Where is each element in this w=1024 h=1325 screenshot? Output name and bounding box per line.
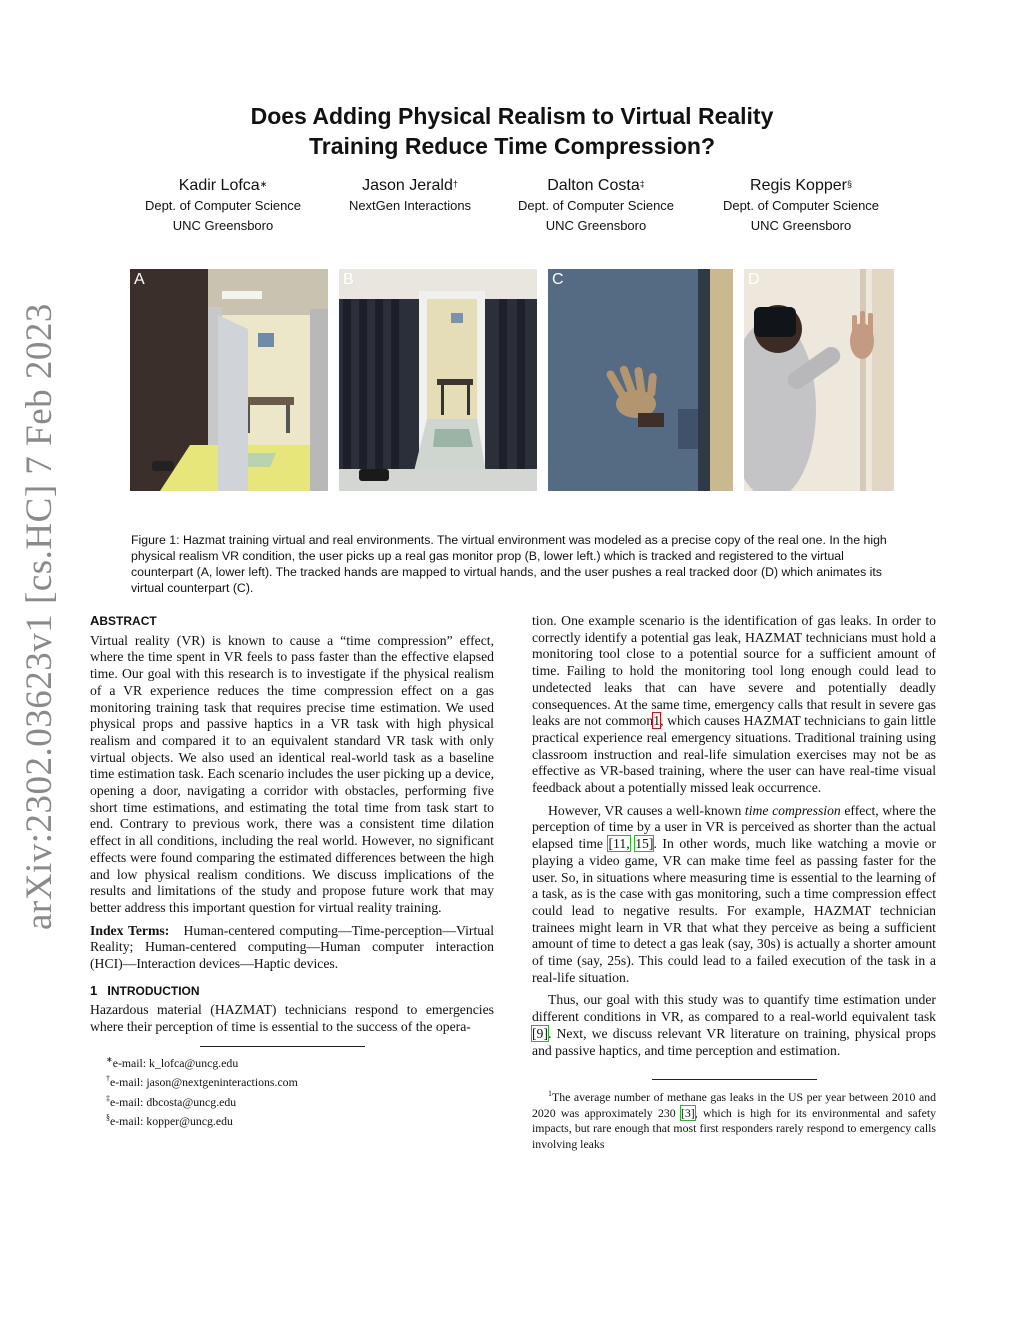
paper-title bbox=[150, 101, 874, 161]
figure-panel-d bbox=[744, 269, 894, 491]
virtual-room-image bbox=[130, 269, 328, 491]
abstract-heading: ABSTRACT bbox=[90, 613, 157, 628]
author-department: Dept. of Computer Science bbox=[517, 198, 675, 213]
footnote-link[interactable]: 1 bbox=[653, 713, 661, 729]
author-department: Dept. of Computer Science bbox=[144, 198, 302, 213]
author-mark: ‡ bbox=[639, 179, 645, 189]
citation-link[interactable]: [3] bbox=[680, 1105, 695, 1120]
footnote-email: †e-mail: jason@nextgeninteractions.com bbox=[106, 1074, 298, 1090]
abstract-text: Virtual reality (VR) is known to cause a “time compression” effect, where the time spent in VR feels to pass faster than the effective elapsed time. Our goal with this research is to investigate if the physical realism of a VR experience reduces the time compression effect on a gas monitoring training task that requires precise time estimation. We used physical props and passive haptics in a VR task with high physical realism and compared it to an equivalent standard VR task with only virtual objects. We also used an identical real-world task as a baseline time estimation task. Each scenario includes the user picking up a device, opening a door, navigating a corridor with obstacles, performing five short time estimations, and estimating the total time from task start to end. Contrary to previous work, there was a consistent time dilation effect in all conditions, including the real world. However, no significant effects were found comparing the estimated differences between the high and low physical realism conditions. We discuss implications of the results and limitations of the study and propose future work that may better address this important question for virtual reality training. bbox=[90, 632, 494, 915]
footnote-rule bbox=[652, 1079, 817, 1080]
author-2 bbox=[305, 176, 515, 216]
author-1 bbox=[118, 176, 328, 236]
title-line-1: Does Adding Physical Realism to Virtual Reality bbox=[250, 103, 774, 129]
citation-link[interactable]: [11, bbox=[608, 836, 630, 852]
panel-label-a: A bbox=[134, 271, 145, 288]
index-terms bbox=[90, 923, 494, 973]
author-4 bbox=[696, 176, 906, 236]
author-department: Dept. of Computer Science bbox=[722, 198, 880, 213]
author-name: Jason Jerald bbox=[362, 177, 453, 194]
author-department: NextGen Interactions bbox=[348, 198, 472, 213]
footnote-email: ‡e-mail: dbcosta@uncg.edu bbox=[106, 1093, 237, 1109]
title-line-2: Training Reduce Time Compression? bbox=[309, 133, 715, 159]
left-column bbox=[90, 613, 494, 1130]
goal-paragraph: Thus, our goal with this study was to quantify time estimation under different conditions in VR, as compared to a real-world equivalent task [9]. Next, we discuss relevant VR literature on training, physical props and passive haptics, and time perception and estimation. bbox=[532, 992, 936, 1058]
real-room-image bbox=[339, 269, 537, 491]
citation-link[interactable]: [9] bbox=[532, 1025, 548, 1041]
panel-label-d: D bbox=[748, 271, 760, 288]
author-mark: § bbox=[846, 179, 852, 189]
panel-label-c: C bbox=[552, 271, 564, 288]
author-name: Kadir Lofca bbox=[178, 177, 260, 194]
footnote-rule bbox=[200, 1046, 365, 1047]
real-user-image bbox=[744, 269, 894, 491]
intro-paragraph-continued: tion. One example scenario is the identification of gas leaks. In order to correctly identify a potential gas leak, HAZMAT technicians must hold a monitoring tool close to a potential source for a sufficient amount of time. Failing to hold the monitoring tool long enough could lead to undetected leaks that can have severe and potentially deadly consequences. At the same time, emergency calls that result in severe gas leaks are not common1, which causes HAZMAT technicians to gain little practical experience real emergency situations. Traditional training using classroom instruction and real-life simulation exercises may not be as effective as VR-based training, where the user can have real-time visual feedback about a potentially missed leak occurrence. bbox=[532, 613, 936, 796]
panel-label-b: B bbox=[343, 271, 354, 288]
footnote-methane: $^1$The average number of methane gas leaks in the US per year between 2010 and 2020 was approximately 230 [3], which is high for its environmental and safety impacts, but rare enough that most first responders rarely respond to emergency calls involving leaks bbox=[532, 1089, 937, 1151]
intro-paragraph: Hazardous material (HAZMAT) technicians respond to emergencies where their perception of time is essential to the success of the opera- bbox=[90, 1002, 494, 1035]
virtual-hand-image bbox=[548, 269, 733, 491]
right-column bbox=[532, 613, 936, 1152]
author-3 bbox=[491, 176, 701, 236]
figure-panel-b bbox=[339, 269, 537, 491]
citation-link[interactable]: 15] bbox=[635, 836, 654, 852]
author-name: Dalton Costa bbox=[547, 177, 640, 194]
figure-panel-a bbox=[130, 269, 328, 491]
author-name: Regis Kopper bbox=[750, 177, 847, 194]
time-compression-paragraph: However, VR causes a well-known time compression effect, where the perception of time by a user in VR is perceived as shorter than the actual elapsed time [11, 15]. In other words, much like watching a movie or playing a video game, VR can make time feel as passing faster for the user. So, in situations where measuring time is essential to the learning of a task, as is the case with gas monitoring, such a time compression effect could lead to negative results. For example, HAZMAT technician trainees might learn in VR that what they perceive as being a sufficient amount of time to detect a gas leak (say, 30s) is actually a shorter amount of time (say, 25s). This could lead to a failed execution of the task in a real-life situation. bbox=[532, 802, 937, 985]
index-terms-label: Index Terms: bbox=[90, 922, 170, 938]
author-mark: ∗ bbox=[259, 179, 268, 189]
figure-caption: Figure 1: Hazmat training virtual and real environments. The virtual environment was modeled as a precise copy of the real one. In the high physical realism VR condition, the user picks up a real gas monitor prop (B, lower left.) which is tracked and registered to the virtual counterpart (A, lower left). The tracked hands are mapped to virtual hands, and the user pushes a real tracked door (D) which animates its virtual counterpart (C). bbox=[131, 533, 887, 595]
index-terms-text: Human-centered computing—Time-perception—Virtual Reality; Human-centered computing—Human computer interaction (HCI)—Interaction devices—Haptic devices. bbox=[90, 922, 494, 972]
arxiv-identifier: arXiv:2302.03623v1 [cs.HC] 7 Feb 2023 bbox=[19, 303, 60, 930]
figure-panel-c bbox=[548, 269, 733, 491]
author-institution: UNC Greensboro bbox=[545, 218, 647, 233]
intro-heading: 1 INTRODUCTION bbox=[90, 982, 200, 998]
footnote-email: ∗e-mail: k_lofca@uncg.edu bbox=[106, 1054, 239, 1070]
footnotes-email bbox=[90, 1052, 494, 1130]
author-institution: UNC Greensboro bbox=[750, 218, 852, 233]
author-institution: UNC Greensboro bbox=[172, 218, 274, 233]
author-mark: † bbox=[452, 179, 458, 189]
footnote-email: §e-mail: kopper@uncg.edu bbox=[106, 1113, 233, 1129]
